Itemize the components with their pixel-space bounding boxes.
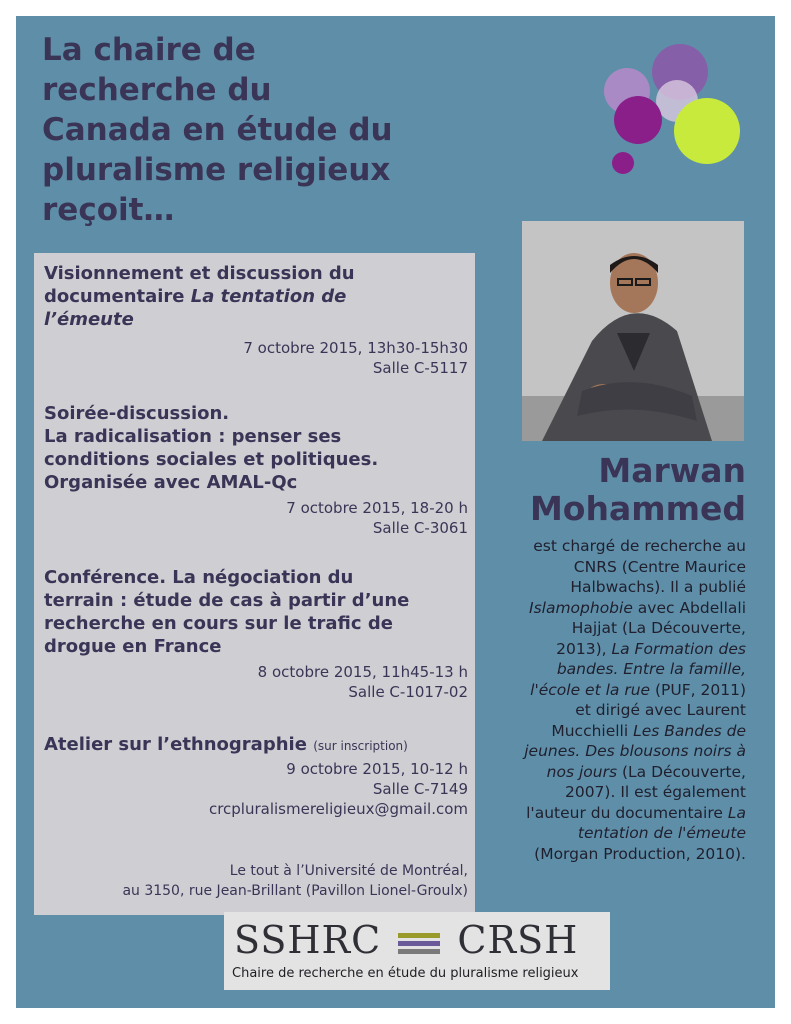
- crsh-text: CRSH: [457, 918, 579, 962]
- title-line: La chaire de: [42, 32, 256, 68]
- sshrc-wordmark: [234, 918, 578, 962]
- bio-text: (La Découverte,: [617, 762, 746, 781]
- title-line: pluralisme religieux: [42, 152, 391, 188]
- book-title: Les Bandes de: [633, 721, 746, 740]
- sshrc-logo: [224, 912, 610, 990]
- bio-text: l'auteur du documentaire: [526, 803, 728, 822]
- book-title: Islamophobie: [529, 598, 633, 617]
- bio-line: [486, 721, 746, 742]
- event-evening-discussion: [44, 402, 468, 538]
- speaker-photo-illustration: [522, 221, 744, 441]
- location-note: [44, 861, 468, 901]
- event-room: Salle C-1017-02: [348, 683, 468, 701]
- event-title-line: La radicalisation : penser ses: [44, 426, 342, 447]
- book-title: bandes. Entre la famille,: [556, 660, 746, 678]
- title-line: Canada en étude du: [42, 112, 393, 148]
- events-panel: [34, 253, 475, 915]
- event-room: Salle C-7149: [372, 780, 468, 798]
- bio-text: (PUF, 2011): [650, 680, 746, 699]
- sshrc-text: SSHRC: [234, 918, 382, 962]
- event-title-text: Atelier sur l’ethnographie: [44, 734, 307, 755]
- event-screening: [44, 262, 468, 378]
- event-title-line: Visionnement et discussion du: [44, 263, 355, 284]
- circle-magenta: [614, 96, 662, 144]
- bio-text: Mucchielli: [551, 721, 634, 740]
- speaker-first-name: Marwan: [598, 451, 746, 490]
- bio-line: (Morgan Production, 2010).: [534, 844, 746, 863]
- equals-bars-icon: [398, 930, 440, 958]
- location-line: au 3150, rue Jean-Brillant (Pavillon Lionel-Groulx): [122, 883, 468, 899]
- film-title: l’émeute: [44, 309, 134, 330]
- film-title: tentation de l'émeute: [577, 824, 746, 842]
- book-title: nos jours: [546, 762, 618, 781]
- event-title: [44, 566, 468, 658]
- poster-title: [42, 30, 512, 230]
- event-title: [44, 402, 468, 494]
- event-title-line: [44, 308, 468, 331]
- title-line: reçoit…: [42, 192, 175, 228]
- event-date: 7 octobre 2015, 18-20 h: [286, 499, 468, 517]
- event-title-line: recherche en cours sur le trafic de: [44, 613, 393, 634]
- event-title-line: [44, 285, 468, 308]
- bio-line: Halbwachs). Il a publié: [570, 578, 746, 596]
- event-room: Salle C-5117: [372, 359, 468, 377]
- book-title: La Formation des: [611, 639, 746, 658]
- event-room: Salle C-3061: [372, 519, 468, 537]
- speaker-last-name: Mohammed: [529, 489, 746, 528]
- bio-line: [486, 803, 746, 824]
- event-date: 7 octobre 2015, 13h30-15h30: [243, 339, 468, 357]
- event-title-text: documentaire: [44, 286, 191, 307]
- circle-lime: [674, 98, 740, 164]
- contact-email[interactable]: crcpluralismereligieux@gmail.com: [208, 800, 468, 818]
- decorative-circles: [596, 38, 736, 188]
- bio-line: 2007). Il est également: [564, 783, 746, 801]
- event-title-line: conditions sociales et politiques.: [44, 449, 379, 470]
- location-line: Le tout à l’Université de Montréal,: [229, 863, 468, 879]
- book-title: l'école et la rue: [530, 680, 651, 699]
- bio-line: [486, 823, 746, 844]
- event-date: 9 octobre 2015, 10-12 h: [286, 760, 468, 778]
- event-title-line: Organisée avec AMAL-Qc: [44, 472, 298, 493]
- sshrc-subtitle: Chaire de recherche en étude du pluralisme religieux: [232, 966, 579, 981]
- event-title-line: Conférence. La négociation du: [44, 567, 354, 588]
- bio-line: [486, 598, 746, 619]
- event-conference: [44, 566, 468, 702]
- circle-small: [612, 152, 634, 174]
- event-title: [44, 262, 468, 331]
- event-date: 8 octobre 2015, 11h45-13 h: [257, 663, 468, 681]
- book-title: jeunes. Des blousons noirs à: [524, 742, 746, 760]
- bio-line: CNRS (Centre Maurice: [573, 557, 746, 576]
- bio-line: [486, 639, 746, 660]
- event-title: [44, 733, 468, 758]
- event-workshop: [44, 733, 468, 819]
- event-title-line: drogue en France: [44, 636, 222, 657]
- speaker-name: [486, 452, 746, 528]
- bio-line: [486, 741, 746, 762]
- bio-text: avec Abdellali: [632, 598, 746, 617]
- registration-note: (sur inscription): [313, 739, 408, 753]
- speaker-bio: [486, 536, 746, 864]
- event-title-line: Soirée-discussion.: [44, 403, 230, 424]
- speaker-photo: [522, 221, 744, 441]
- bio-text: 2013),: [556, 639, 612, 658]
- bio-line: [486, 680, 746, 701]
- bio-line: Hajjat (La Découverte,: [571, 619, 746, 637]
- bio-line: et dirigé avec Laurent: [575, 701, 746, 719]
- title-line: recherche du: [42, 72, 272, 108]
- event-title-line: terrain : étude de cas à partir d’une: [44, 590, 410, 611]
- bio-line: est chargé de recherche au: [533, 537, 746, 555]
- film-title: La: [727, 803, 746, 822]
- poster-background: [16, 16, 775, 1008]
- bio-line: [486, 762, 746, 783]
- film-title: La tentation de: [190, 286, 347, 307]
- bio-line: [486, 659, 746, 680]
